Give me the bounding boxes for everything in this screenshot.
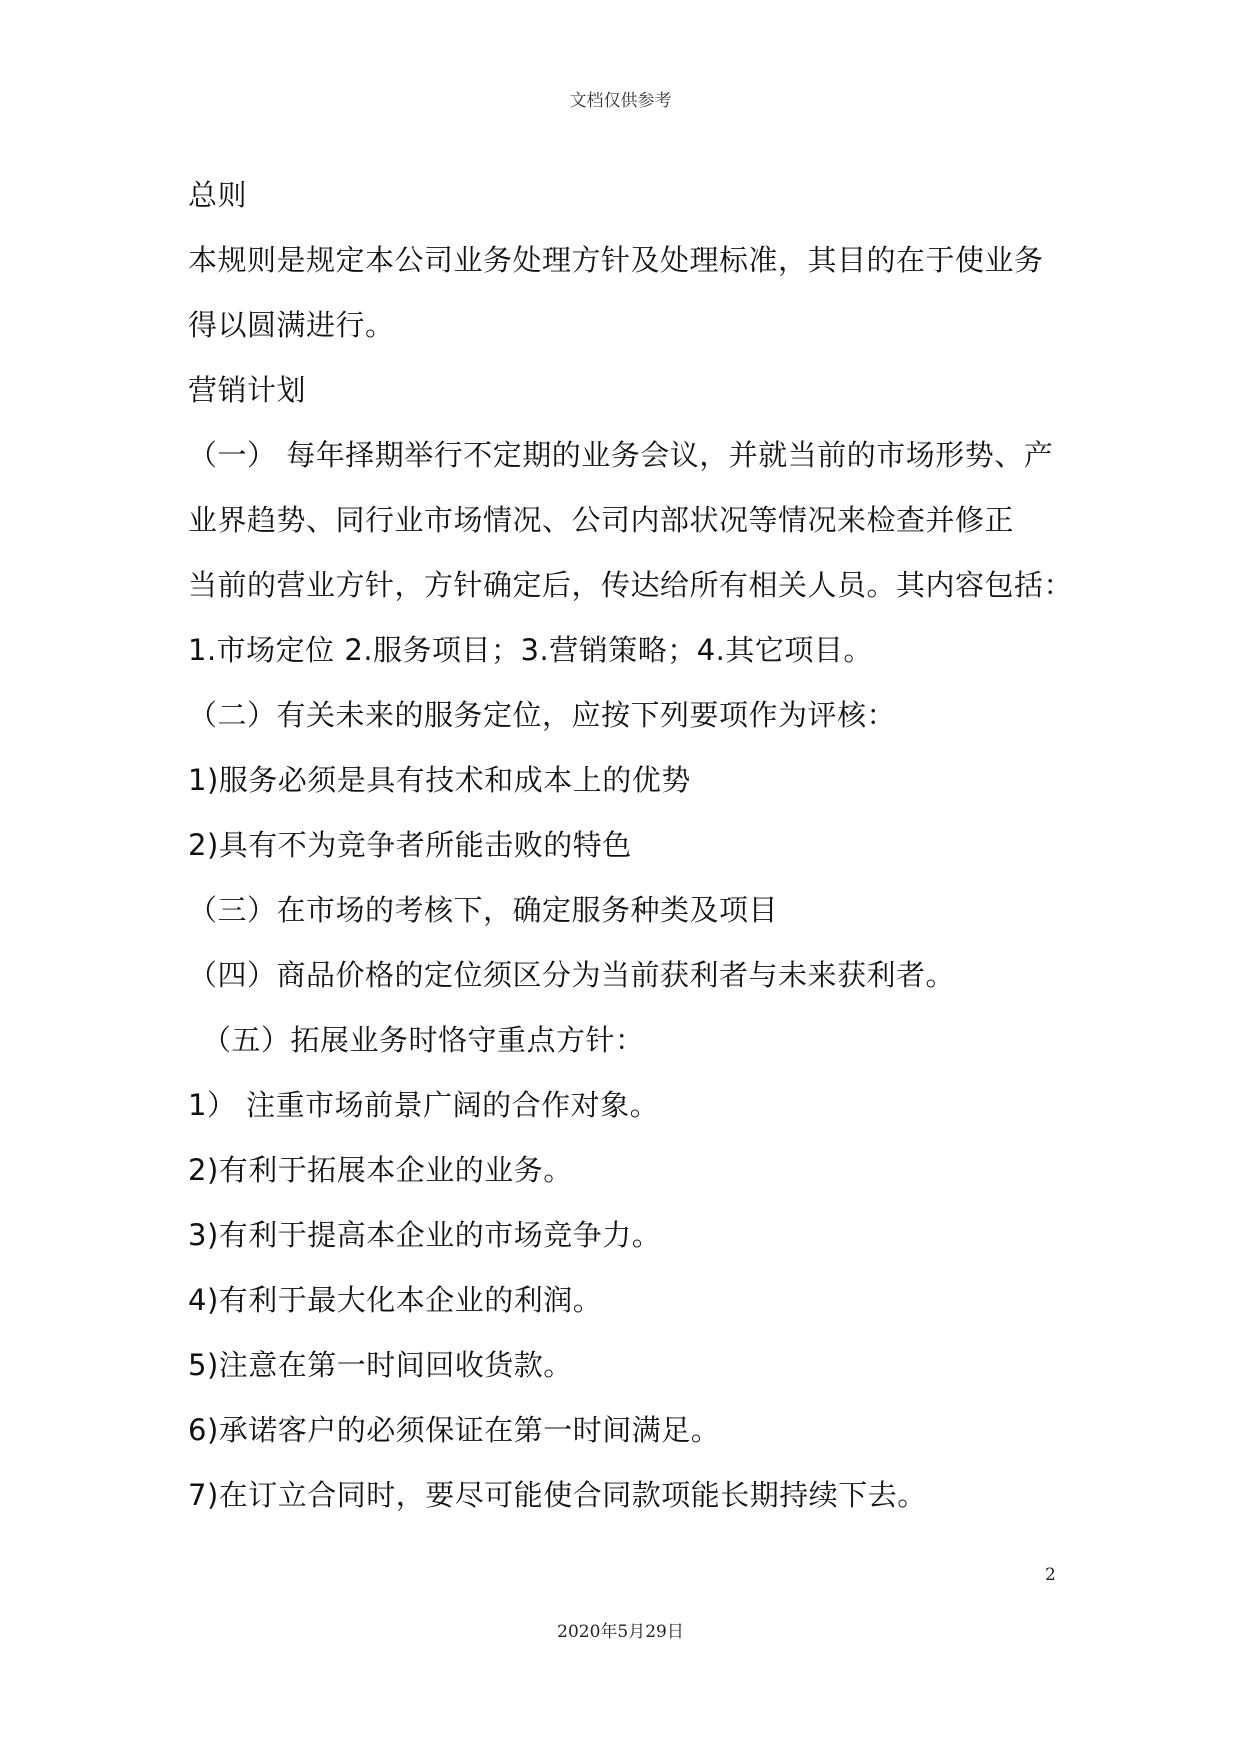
paragraph-line: （三）在市场的考核下，确定服务种类及项目 [188, 893, 779, 927]
list-item: 1） 注重市场前景广阔的合作对象。 [188, 1088, 660, 1122]
list-item: 6)承诺客户的必须保证在第一时间满足。 [188, 1413, 721, 1447]
list-item: 2)有利于拓展本企业的业务。 [188, 1153, 573, 1187]
paragraph-line: 业界趋势、同行业市场情况、公司内部状况等情况来检查并修正 [188, 503, 1015, 537]
paragraph-line: （五）拓展业务时恪守重点方针： [202, 1023, 645, 1057]
paragraph-line: 得以圆满进行。 [188, 308, 395, 342]
list-item: 4)有利于最大化本企业的利润。 [188, 1283, 603, 1317]
paragraph-line: （四）商品价格的定位须区分为当前获利者与未来获利者。 [188, 958, 956, 992]
page-header: 文档仅供参考 [569, 91, 672, 111]
paragraph-line: （二）有关未来的服务定位，应按下列要项作为评核： [188, 698, 897, 732]
list-item: 1)服务必须是具有技术和成本上的优势 [188, 763, 691, 797]
document-body [188, 163, 1074, 1528]
list-item: 5)注意在第一时间回收货款。 [188, 1348, 573, 1382]
list-item: 7)在订立合同时，要尽可能使合同款项能长期持续下去。 [188, 1478, 927, 1512]
paragraph-line: （一） 每年择期举行不定期的业务会议，并就当前的市场形势、产 [188, 438, 1054, 472]
list-item: 2)具有不为竞争者所能击败的特色 [188, 828, 632, 862]
paragraph-line: 当前的营业方针，方针确定后，传达给所有相关人员。其内容包括： [188, 568, 1074, 602]
page-number: 2 [1045, 1565, 1056, 1585]
list-item: 3)有利于提高本企业的市场竞争力。 [188, 1218, 662, 1252]
paragraph-line: 本规则是规定本公司业务处理方针及处理标准，其目的在于使业务 [188, 243, 1044, 277]
section-title-marketing-plan: 营销计划 [188, 373, 307, 407]
section-title-general: 总则 [188, 178, 248, 212]
page-footer-date: 2020年5月29日 [557, 1622, 684, 1642]
paragraph-line: 1.市场定位 2.服务项目；3.营销策略；4.其它项目。 [188, 633, 873, 667]
